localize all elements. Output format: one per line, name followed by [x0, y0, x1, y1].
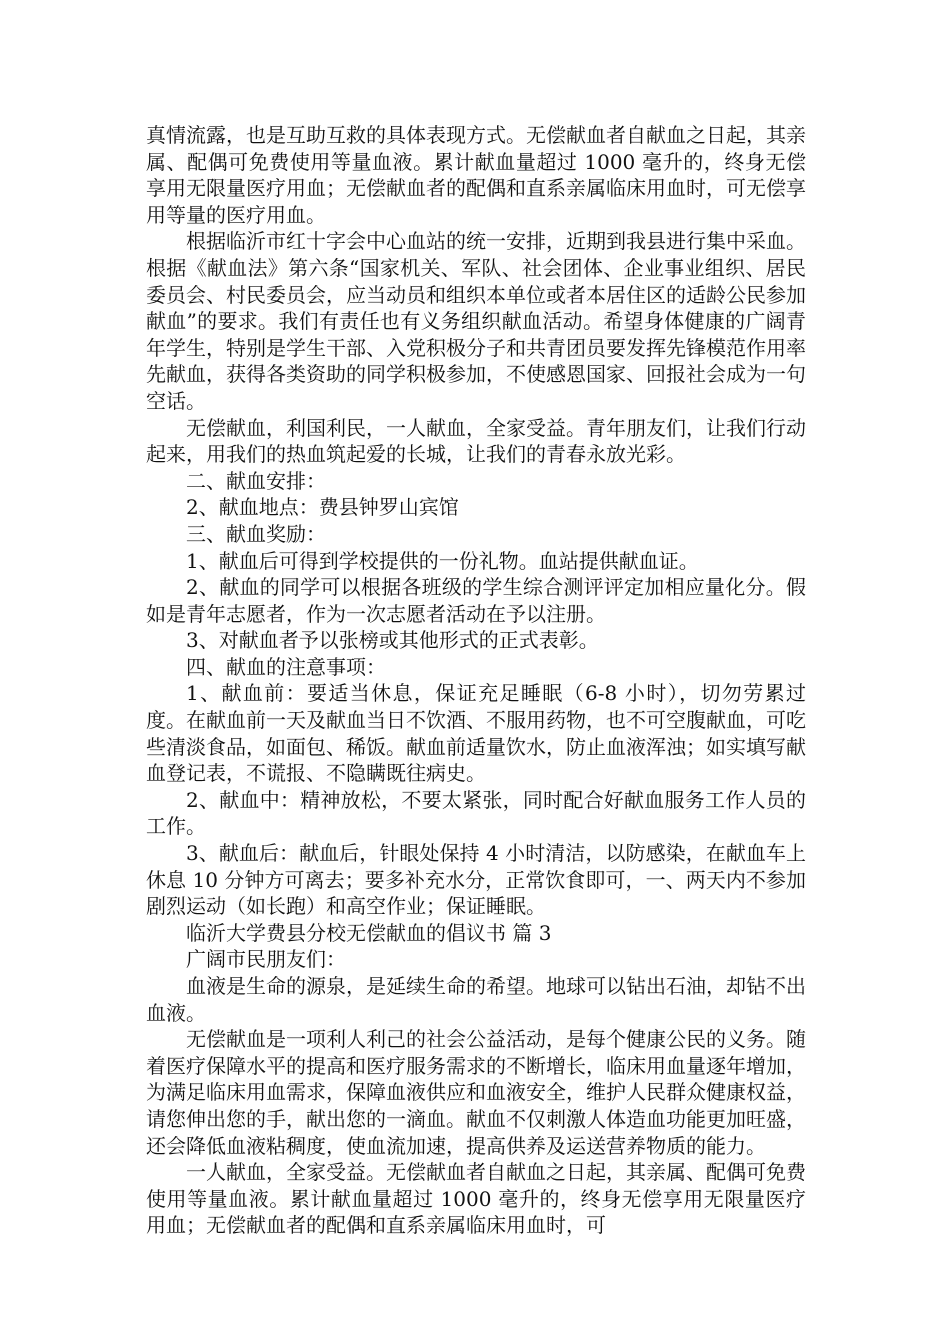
paragraph-3: 无偿献血，利国利民，一人献血，全家受益。青年朋友们，让我们行动起来，用我们的热血筑起爱的长城，让我们的青春永放光彩。: [146, 415, 806, 467]
note-item-3: 3、献血后：献血后，针眼处保持 4 小时清洁，以防感染，在献血车上休息 10 分钟方可离去；要多补充水分，正常饮食即可，一、两天内不参加剧烈运动（如长跑）和高空作业；保证睡眠。: [146, 841, 806, 919]
note-item-1: 1、献血前：要适当休息，保证充足睡眠（6-8 小时），切勿劳累过度。在献血前一天及献血当日不饮酒、不服用药物，也不可空腹献血，可吃些清淡食品，如面包、稀饭。献血前适量饮水，防止血液浑浊；如实填写献血登记表，不谎报、不隐瞒既往病史。: [146, 681, 806, 786]
section-heading-notes: 四、献血的注意事项：: [186, 654, 386, 679]
paragraph-public-welfare: 无偿献血是一项利人利己的社会公益活动，是每个健康公民的义务。随着医疗保障水平的提高和医疗服务需求的不断增长，临床用血量逐年增加，为满足临床用血需求，保障血液供应和血液安全，维护人民群众健康权益，请您伸出您的手，献出您的一滴血。献血不仅刺激人体造血功能更加旺盛，还会降低血液粘稠度，使血流加速，提高供养及运送营养物质的能力。: [146, 1027, 806, 1158]
section-heading-rewards: 三、献血奖励：: [186, 521, 326, 546]
paragraph-intro: 血液是生命的源泉，是延续生命的希望。地球可以钻出石油，却钻不出血液。: [146, 974, 806, 1025]
note-item-2: 2、献血中：精神放松，不要太紧张，同时配合好献血服务工作人员的工作。: [146, 787, 806, 839]
paragraph-1: 真情流露，也是互助互救的具体表现方式。无偿献血者自献血之日起，其亲属、配偶可免费使用等量血液。累计献血量超过 1000 毫升的，终身无偿享用无限量医疗用血；无偿献血者的配偶和直系亲属临床用血时，可无偿享用等量的医疗用血。: [146, 123, 806, 227]
section-heading-arrangement: 二、献血安排：: [186, 468, 326, 493]
paragraph-benefits: 一人献血，全家受益。无偿献血者自献血之日起，其亲属、配偶可免费使用等量血液。累计献血量超过 1000 毫升的，终身无偿享用无限量医疗用血；无偿献血者的配偶和直系亲属临床用血时，可: [146, 1160, 806, 1238]
reward-item-1: 1、献血后可得到学校提供的一份礼物。血站提供献血证。: [186, 548, 699, 573]
article-title: 临沂大学费县分校无偿献血的倡议书 篇 3: [186, 920, 552, 945]
reward-item-3: 3、对献血者予以张榜或其他形式的正式表彰。: [186, 628, 599, 653]
document-body: [146, 122, 806, 1239]
paragraph-location: 2、献血地点：费县钟罗山宾馆: [186, 495, 459, 520]
paragraph-2: 根据临沂市红十字会中心血站的统一安排，近期到我县进行集中采血。根据《献血法》第六条“国家机关、军队、社会团体、企业事业组织、居民委员会、村民委员会，应当动员和组织本单位或者本居住区的适龄公民参加献血”的要求。我们有责任也有义务组织献血活动。希望身体健康的广阔青年学生，特别是学生干部、入党积极分子和共青团员要发挥先锋模范作用率先献血，获得各类资助的同学积极参加，不使感恩国家、回报社会成为一句空话。: [146, 229, 806, 413]
reward-item-2: 2、献血的同学可以根据各班级的学生综合测评评定加相应量化分。假如是青年志愿者，作为一次志愿者活动在予以注册。: [146, 575, 806, 626]
salutation: 广阔市民朋友们：: [186, 947, 346, 972]
